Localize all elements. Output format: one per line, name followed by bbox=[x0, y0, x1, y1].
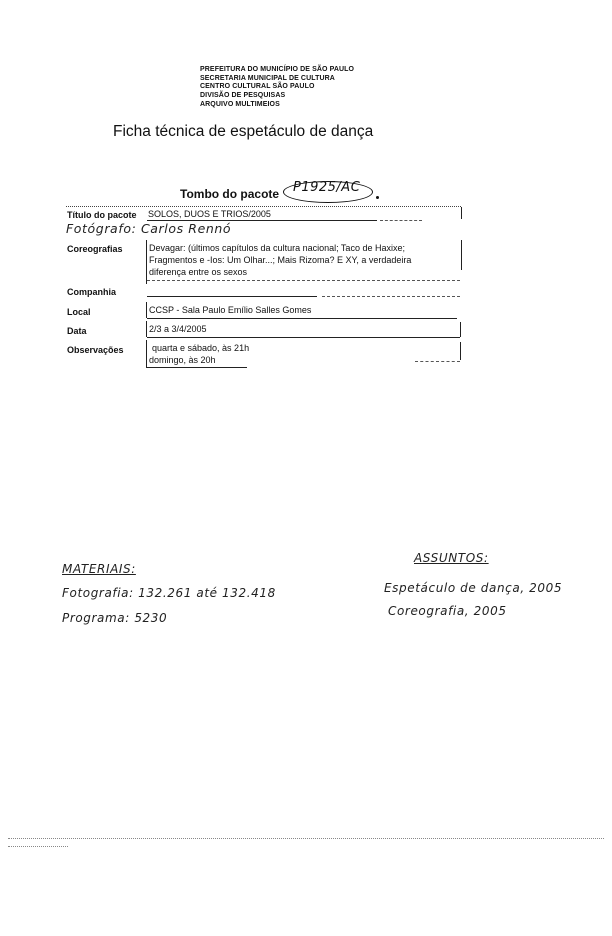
header-line-centro-cultural: CENTRO CULTURAL SÃO PAULO bbox=[200, 83, 315, 91]
local-left-border bbox=[146, 302, 147, 318]
header-line-prefeitura: PREFEITURA DO MUNICÍPIO DE SÃO PAULO bbox=[200, 66, 355, 73]
tombo-dot bbox=[376, 196, 379, 199]
coreografias-bottom-dash bbox=[147, 280, 460, 281]
assuntos-heading: ASSUNTOS: bbox=[414, 551, 489, 565]
tombo-label: Tombo do pacote bbox=[180, 187, 280, 201]
scan-artifact-mark bbox=[8, 846, 68, 847]
observacoes-line-1: quarta e sábado, às 21h bbox=[152, 343, 250, 353]
coreografias-label: Coreografias bbox=[67, 244, 123, 254]
observacoes-left-border bbox=[146, 340, 147, 368]
titulo-label: Título do pacote bbox=[67, 210, 137, 220]
local-underline bbox=[147, 318, 457, 319]
materiais-line-2: Programa: 5230 bbox=[62, 611, 168, 625]
data-left-border bbox=[146, 321, 147, 337]
observacoes-underline bbox=[147, 367, 247, 368]
titulo-right-border bbox=[461, 207, 462, 219]
coreografias-left-border bbox=[146, 240, 147, 284]
materiais-line-1: Fotografia: 132.261 até 132.418 bbox=[62, 586, 276, 600]
observacoes-dash bbox=[415, 361, 460, 362]
local-label: Local bbox=[67, 307, 91, 317]
observacoes-right-border bbox=[460, 342, 461, 360]
tombo-value: P1925/AC bbox=[293, 180, 361, 195]
document-title: Ficha técnica de espetáculo de dança bbox=[113, 123, 374, 140]
materiais-heading: MATERIAIS: bbox=[62, 562, 136, 576]
scan-artifact-rule bbox=[8, 838, 604, 839]
companhia-dash bbox=[322, 296, 460, 297]
coreografias-line-2: Fragmentos e -Ios: Um Olhar...; Mais Rizoma? E XY, a verdadeira bbox=[149, 255, 412, 265]
header-line-divisao: DIVISÃO DE PESQUISAS bbox=[200, 92, 286, 100]
observacoes-line-2: domingo, às 20h bbox=[149, 355, 216, 365]
assuntos-line-1: Espetáculo de dança, 2005 bbox=[384, 581, 563, 595]
data-right-border bbox=[460, 322, 461, 337]
observacoes-label: Observações bbox=[67, 345, 124, 355]
data-label: Data bbox=[67, 326, 87, 336]
data-underline bbox=[147, 337, 460, 338]
header-line-secretaria: SECRETARIA MUNICIPAL DE CULTURA bbox=[200, 74, 335, 82]
header-line-arquivo: ARQUIVO MULTIMEIOS bbox=[200, 100, 280, 108]
data-value: 2/3 a 3/4/2005 bbox=[149, 324, 207, 334]
coreografias-line-3: diferença entre os sexos bbox=[149, 267, 248, 277]
fotografo-handwritten: Fotógrafo: Carlos Rennó bbox=[66, 221, 232, 236]
form-top-rule bbox=[66, 206, 461, 207]
companhia-label: Companhia bbox=[67, 287, 117, 297]
companhia-underline bbox=[147, 296, 317, 297]
coreografias-line-1: Devagar: (últimos capítulos da cultura nacional; Taco de Haxixe; bbox=[149, 243, 405, 253]
titulo-dash bbox=[380, 220, 422, 221]
local-value: CCSP - Sala Paulo Emílio Salles Gomes bbox=[149, 305, 312, 315]
assuntos-line-2: Coreografia, 2005 bbox=[388, 604, 507, 618]
coreografias-right-border bbox=[461, 240, 462, 270]
institution-header bbox=[200, 66, 354, 110]
titulo-value: SOLOS, DUOS E TRIOS/2005 bbox=[148, 209, 271, 219]
